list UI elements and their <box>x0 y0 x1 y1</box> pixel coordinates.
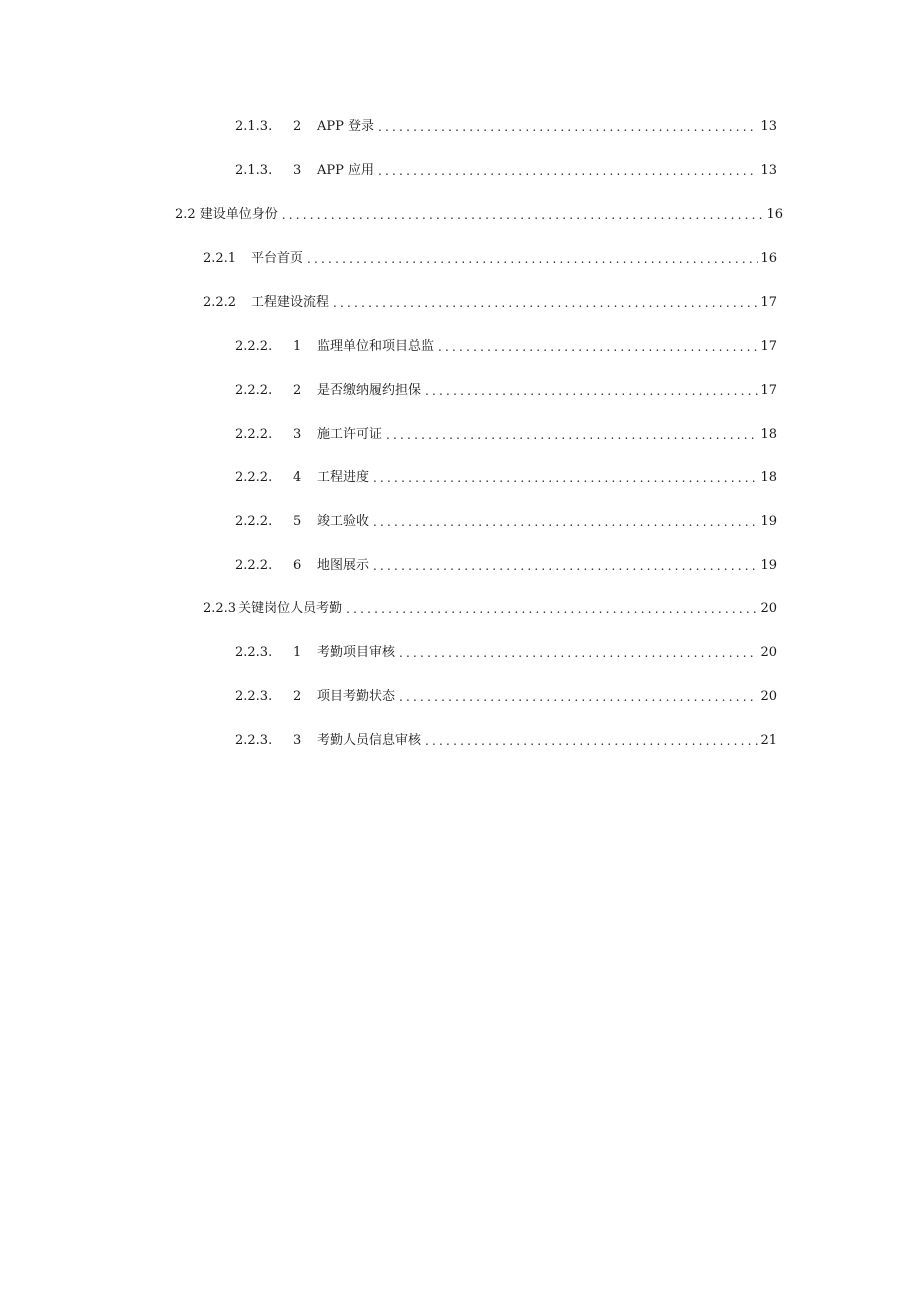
toc-entry-page: 17 <box>760 295 777 310</box>
toc-entry-subnumber: 5 <box>293 514 302 529</box>
toc-leader-dots <box>425 380 758 402</box>
toc-entry-page: 19 <box>760 514 777 529</box>
toc-entry-number: 2.2.2. <box>235 558 273 573</box>
toc-entry-subnumber: 2 <box>293 689 302 704</box>
toc-entry-page: 21 <box>760 733 777 748</box>
toc-entry-2-1-3-2[interactable] <box>235 116 777 138</box>
toc-entry-2-2-3-1[interactable] <box>235 642 777 664</box>
toc-leader-dots <box>373 467 758 489</box>
toc-leader-dots <box>333 292 758 314</box>
toc-entry-number: 2.2.2. <box>235 383 273 398</box>
toc-entry-2-2[interactable] <box>175 204 783 226</box>
toc-entry-number: 2.2.1 <box>203 251 237 266</box>
toc-entry-2-2-3-3[interactable] <box>235 730 777 752</box>
toc-entry-number: 2.2.3 <box>203 601 237 616</box>
toc-leader-dots <box>307 248 758 270</box>
toc-entry-page: 17 <box>760 383 777 398</box>
toc-entry-page: 19 <box>760 558 777 573</box>
toc-entry-2-2-2[interactable] <box>203 292 777 314</box>
toc-entry-number: 2.2.3. <box>235 645 273 660</box>
toc-entry-title: APP 登录 <box>317 119 375 134</box>
toc-entry-number: 2.2.2. <box>235 470 273 485</box>
toc-entry-2-2-3-2[interactable] <box>235 686 777 708</box>
toc-entry-title: 工程进度 <box>317 470 370 485</box>
toc-entry-page: 20 <box>760 645 777 660</box>
toc-leader-dots <box>425 730 758 752</box>
toc-entry-subnumber: 2 <box>293 383 302 398</box>
toc-entry-subnumber: 1 <box>293 339 302 354</box>
toc-entry-title: 考勤项目审核 <box>317 645 396 660</box>
toc-entry-2-2-2-5[interactable] <box>235 511 777 533</box>
toc-entry-2-2-1[interactable] <box>203 248 777 270</box>
toc-leader-dots <box>378 116 758 138</box>
toc-entry-number: 2.2.2. <box>235 514 273 529</box>
toc-entry-title: 关键岗位人员考勤 <box>238 601 343 616</box>
toc-entry-page: 13 <box>760 119 777 134</box>
toc-entry-2-2-2-2[interactable] <box>235 380 777 402</box>
toc-entry-title: 施工许可证 <box>317 427 383 442</box>
toc-entry-number: 2.2 <box>175 207 196 222</box>
toc-entry-subnumber: 6 <box>293 558 302 573</box>
toc-entry-title: 地图展示 <box>317 558 370 573</box>
toc-leader-dots <box>399 686 758 708</box>
toc-entry-page: 20 <box>760 689 777 704</box>
toc-entry-subnumber: 1 <box>293 645 302 660</box>
toc-leader-dots <box>438 336 758 358</box>
toc-entry-2-1-3-3[interactable] <box>235 160 777 182</box>
toc-entry-title: 竣工验收 <box>317 514 370 529</box>
toc-entry-2-2-2-3[interactable] <box>235 424 777 446</box>
toc-entry-subnumber: 3 <box>293 427 302 442</box>
toc-entry-2-2-2-6[interactable] <box>235 555 777 577</box>
toc-entry-title: 平台首页 <box>251 251 304 266</box>
toc-entry-number: 2.1.3. <box>235 119 273 134</box>
toc-entry-title: 项目考勤状态 <box>317 689 396 704</box>
toc-entry-number: 2.2.3. <box>235 689 273 704</box>
toc-leader-dots <box>386 424 758 446</box>
toc-entry-page: 20 <box>760 601 777 616</box>
toc-entry-number: 2.2.2. <box>235 339 273 354</box>
toc-entry-subnumber: 3 <box>293 163 302 178</box>
toc-entry-2-2-2-1[interactable] <box>235 336 777 358</box>
toc-entry-title: 考勤人员信息审核 <box>317 733 422 748</box>
toc-entry-page: 18 <box>760 470 777 485</box>
toc-entry-title: 是否缴纳履约担保 <box>317 383 422 398</box>
toc-leader-dots <box>373 511 758 533</box>
toc-entry-2-2-2-4[interactable] <box>235 467 777 489</box>
toc-leader-dots <box>373 555 758 577</box>
toc-entry-number: 2.2.2 <box>203 295 237 310</box>
toc-entry-subnumber: 2 <box>293 119 302 134</box>
toc-entry-title: 建设单位身份 <box>199 207 278 222</box>
toc-entry-subnumber: 4 <box>293 470 302 485</box>
toc-entry-title: 监理单位和项目总监 <box>317 339 435 354</box>
toc-entry-page: 16 <box>760 251 777 266</box>
toc-entry-number: 2.1.3. <box>235 163 273 178</box>
toc-leader-dots <box>346 598 758 620</box>
toc-leader-dots <box>399 642 758 664</box>
toc-entry-2-2-3[interactable] <box>203 598 777 620</box>
toc-leader-dots <box>378 160 758 182</box>
toc-entry-number: 2.2.3. <box>235 733 273 748</box>
toc-entry-title: APP 应用 <box>317 163 375 178</box>
toc-entry-page: 16 <box>766 207 783 222</box>
toc-entry-page: 17 <box>760 339 777 354</box>
toc-entry-subnumber: 3 <box>293 733 302 748</box>
toc-leader-dots <box>282 204 765 226</box>
toc-entry-number: 2.2.2. <box>235 427 273 442</box>
toc-entry-page: 13 <box>760 163 777 178</box>
toc-entry-title: 工程建设流程 <box>251 295 330 310</box>
toc-entry-page: 18 <box>760 427 777 442</box>
